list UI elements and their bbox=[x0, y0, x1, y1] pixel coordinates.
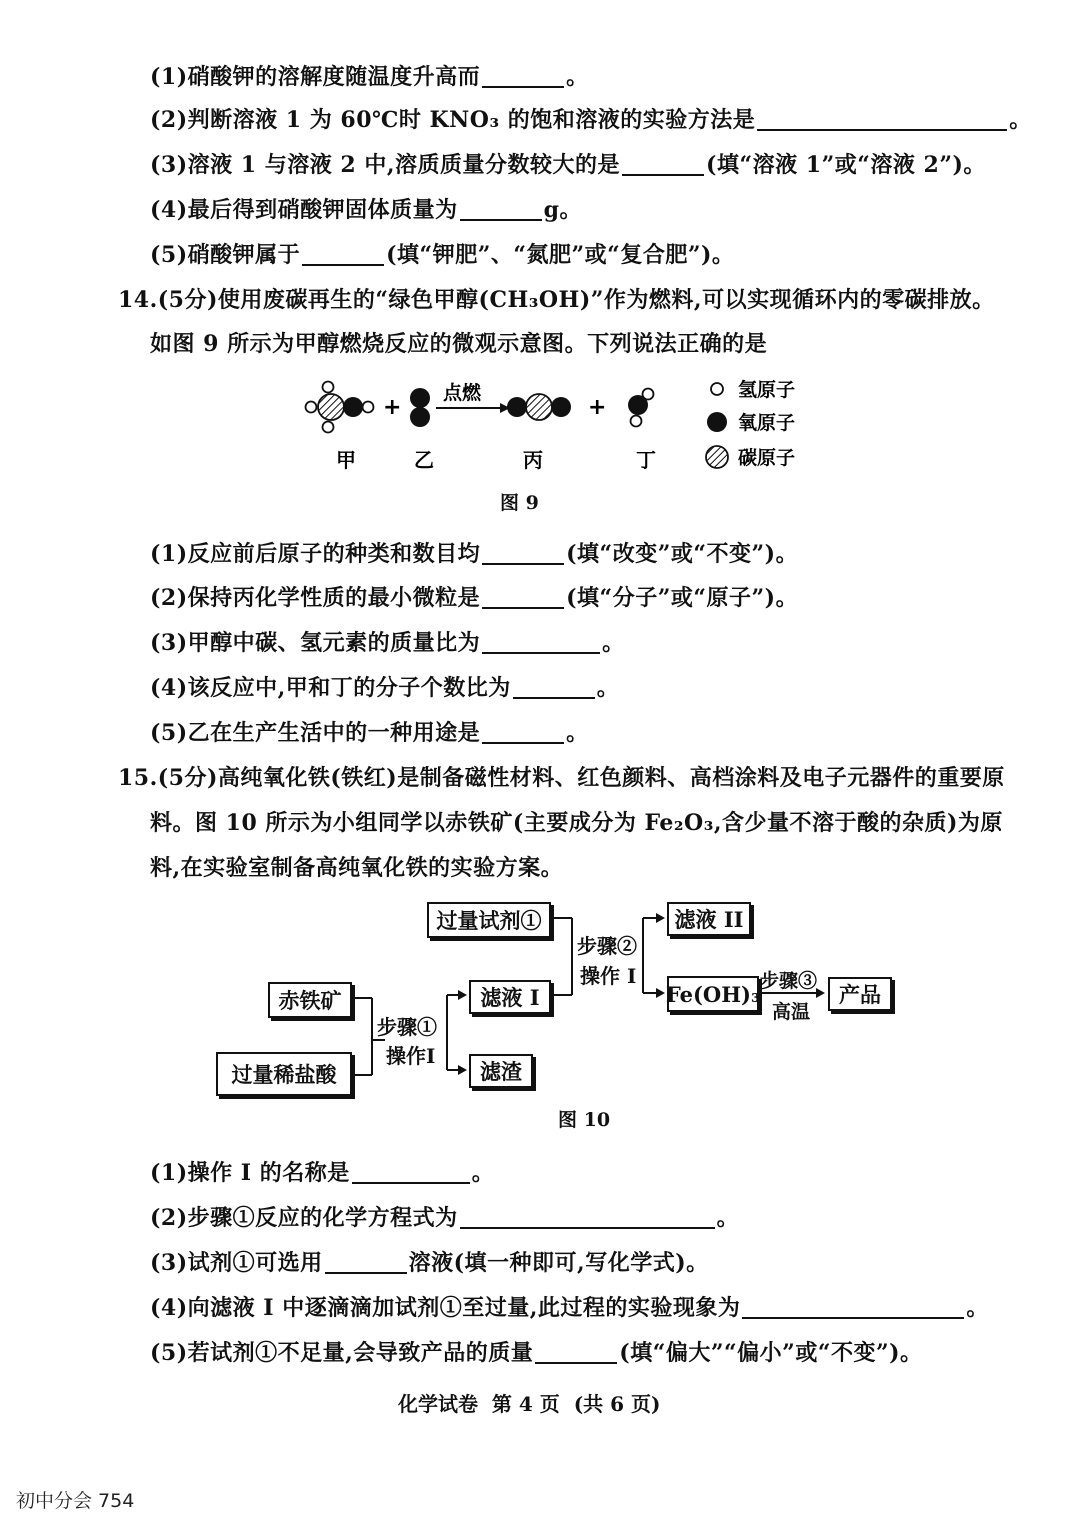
legend-oxygen: 氧原子 bbox=[738, 412, 796, 434]
flow-step-1: 步骤① bbox=[377, 1015, 437, 1039]
q15-item-4 bbox=[150, 1291, 989, 1322]
q13-item-2-text: (2)判断溶液 1 为 60℃时 KNO₃ 的饱和溶液的实验方法是 bbox=[150, 107, 756, 133]
flow-operation-1: 操作I bbox=[386, 1044, 436, 1068]
q15-item-2 bbox=[150, 1201, 739, 1232]
q15-item-3-end: 溶液(填一种即可,写化学式)。 bbox=[408, 1250, 709, 1276]
q15-intro-3: 料,在实验室制备高纯氧化铁的实验方案。 bbox=[150, 855, 564, 881]
q14-item-4-end: 。 bbox=[596, 675, 620, 701]
legend-hydrogen: 氢原子 bbox=[738, 379, 796, 401]
q14-item-1-text: (1)反应前后原子的种类和数目均 bbox=[150, 541, 481, 567]
q15-item-3-text: (3)试剂①可选用 bbox=[150, 1250, 323, 1276]
q14-intro-2: 如图 9 所示为甲醇燃烧反应的微观示意图。下列说法正确的是 bbox=[150, 331, 768, 357]
reaction-condition: 点燃 bbox=[443, 382, 482, 404]
q15-item-5 bbox=[150, 1336, 923, 1367]
q13-item-4-text: (4)最后得到硝酸钾固体质量为 bbox=[150, 197, 458, 223]
q13-item-1-end: 。 bbox=[566, 64, 589, 90]
legend-carbon: 碳原子 bbox=[738, 447, 796, 469]
q14-item-2-end: (填“分子”或“原子”)。 bbox=[566, 585, 799, 611]
q15-item-4-end: 。 bbox=[966, 1295, 989, 1321]
q13-item-4-end: g。 bbox=[543, 197, 583, 223]
q14-item-3-end: 。 bbox=[602, 630, 625, 656]
q15-item-5-end: (填“偏大”“偏小”或“不变”)。 bbox=[619, 1340, 923, 1366]
flow-box-acid: 过量稀盐酸 bbox=[216, 1052, 352, 1096]
q13-item-1-text: (1)硝酸钾的溶解度随温度升高而 bbox=[150, 64, 481, 90]
flow-box-ore: 赤铁矿 bbox=[268, 982, 352, 1018]
watermark: 初中分会 754 bbox=[16, 1490, 135, 1512]
q15-intro-2: 料。图 10 所示为小组同学以赤铁矿(主要成分为 Fe₂O₃,含少量不溶于酸的杂质)为原 bbox=[150, 810, 1003, 836]
q13-item-3-end: (填“溶液 1”或“溶液 2”)。 bbox=[706, 152, 986, 178]
label-bing: 丙 bbox=[523, 448, 543, 472]
q14-item-5-end: 。 bbox=[566, 720, 589, 746]
q15-item-2-end: 。 bbox=[716, 1205, 740, 1231]
q15-item-1-end: 。 bbox=[471, 1160, 495, 1186]
answer-blank[interactable] bbox=[352, 1160, 470, 1184]
plus-sign: + bbox=[588, 395, 607, 420]
answer-blank[interactable] bbox=[742, 1295, 964, 1319]
q15-item-1 bbox=[150, 1156, 494, 1187]
flow-box-iron-hydroxide: Fe(OH)₃ bbox=[667, 976, 759, 1012]
page-footer: 化学试卷 第 4 页 (共 6 页) bbox=[398, 1392, 661, 1416]
q14-intro-1: 14.(5分)使用废碳再生的“绿色甲醇(CH₃OH)”作为燃料,可以实现循环内的零碳排放。 bbox=[118, 287, 995, 313]
q15-item-5-text: (5)若试剂①不足量,会导致产品的质量 bbox=[150, 1340, 534, 1366]
flow-step-2: 步骤② bbox=[577, 934, 637, 958]
flow-box-product: 产品 bbox=[828, 977, 892, 1011]
q14-item-1-end: (填“改变”或“不变”)。 bbox=[566, 541, 799, 567]
answer-blank[interactable] bbox=[460, 1205, 715, 1229]
q14-item-4-text: (4)该反应中,甲和丁的分子个数比为 bbox=[150, 675, 511, 701]
flow-box-reagent: 过量试剂① bbox=[427, 902, 551, 938]
answer-blank[interactable] bbox=[325, 1250, 407, 1274]
flow-operation-2: 操作 I bbox=[580, 964, 637, 988]
answer-blank[interactable] bbox=[535, 1340, 617, 1364]
figure-10-caption: 图 10 bbox=[558, 1109, 611, 1131]
flow-high-temp: 高温 bbox=[772, 1001, 811, 1023]
flow-step-3: 步骤③ bbox=[760, 970, 818, 992]
plus-sign: + bbox=[383, 395, 402, 420]
label-yi: 乙 bbox=[414, 448, 434, 472]
q13-item-5-end: (填“钾肥”、“氮肥”或“复合肥”)。 bbox=[386, 242, 735, 268]
q13-item-5-text: (5)硝酸钾属于 bbox=[150, 242, 301, 268]
q15-item-1-text: (1)操作 I 的名称是 bbox=[150, 1160, 350, 1186]
q14-item-3-text: (3)甲醇中碳、氢元素的质量比为 bbox=[150, 630, 481, 656]
q14-item-2-text: (2)保持丙化学性质的最小微粒是 bbox=[150, 585, 481, 611]
flow-box-residue: 滤渣 bbox=[469, 1054, 533, 1088]
q15-item-2-text: (2)步骤①反应的化学方程式为 bbox=[150, 1205, 458, 1231]
flow-box-filtrate-2: 滤液 II bbox=[667, 902, 751, 936]
q13-item-2-end: 。 bbox=[1009, 107, 1032, 133]
q14-item-5-text: (5)乙在生产生活中的一种用途是 bbox=[150, 720, 481, 746]
q13-item-3-text: (3)溶液 1 与溶液 2 中,溶质质量分数较大的是 bbox=[150, 152, 621, 178]
flow-box-filtrate-1: 滤液 I bbox=[469, 980, 551, 1014]
label-jia: 甲 bbox=[336, 448, 356, 472]
figure-9-caption: 图 9 bbox=[500, 492, 539, 514]
label-ding: 丁 bbox=[636, 448, 656, 472]
q15-item-4-text: (4)向滤液 I 中逐滴滴加试剂①至过量,此过程的实验现象为 bbox=[150, 1295, 741, 1321]
q15-intro-1: 15.(5分)高纯氧化铁(铁红)是制备磁性材料、红色颜料、高档涂料及电子元器件的重要原 bbox=[118, 765, 1005, 791]
q15-item-3 bbox=[150, 1246, 709, 1277]
